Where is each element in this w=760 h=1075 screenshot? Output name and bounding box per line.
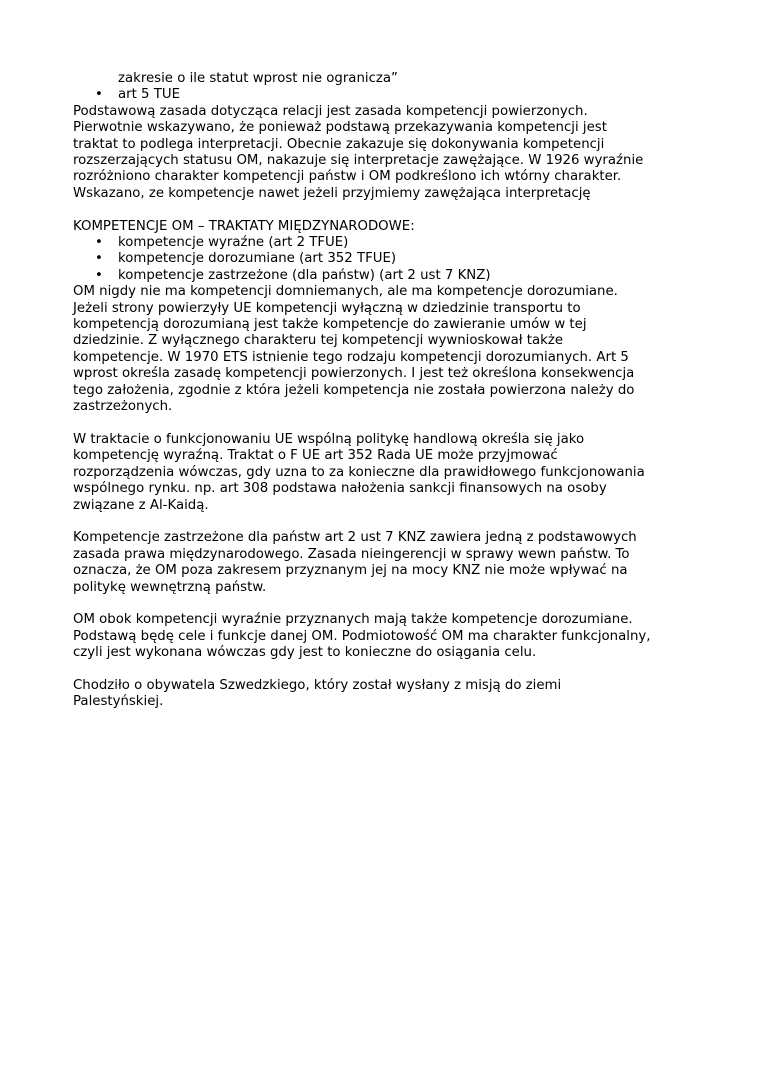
bullet-icon: • <box>95 267 103 283</box>
text-line: rozszerzających statusu OM, nakazuje się interpretacje zawężające. W 1926 wyraźnie <box>73 153 644 169</box>
text-line: Kompetencje zastrzeżone dla państw art 2 ust 7 KNZ zawiera jedną z podstawowych <box>73 530 637 546</box>
text-line: traktat to podlega interpretacji. Obecnie zakazuje się dokonywania kompetencji <box>73 136 605 152</box>
text-line: rozporządzenia wówczas, gdy uzna to za konieczne dla prawidłowego funkcjonowania <box>73 464 645 480</box>
text-line: wspólnego rynku. np. art 308 podstawa nałożenia sankcji finansowych na osoby <box>73 481 607 497</box>
bullet-icon: • <box>95 251 103 267</box>
blank-line <box>73 662 693 678</box>
bullet-text: kompetencje wyraźne (art 2 TFUE) <box>118 235 349 251</box>
text-line: politykę wewnętrzną państw. <box>73 579 267 595</box>
text-line: Chodziło o obywatela Szwedzkiego, który został wysłany z misją do ziemi <box>73 677 562 693</box>
text-line: zastrzeżonych. <box>73 399 173 415</box>
paragraph-1 <box>73 104 693 202</box>
text-line: kompetencje. W 1970 ETS istnienie tego rodzaju kompetencji dorozumianych. Art 5 <box>73 349 629 365</box>
bullet-text: kompetencje dorozumiane (art 352 TFUE) <box>118 251 397 267</box>
bullet-text: kompetencje zastrzeżone (dla państw) (art 2 ust 7 KNZ) <box>118 267 491 283</box>
text-line: W traktacie o funkcjonowaniu UE wspólną politykę handlową określa się jako <box>73 431 585 447</box>
bullet-item-competence <box>73 235 693 251</box>
text-line: kompetencją dorozumianą jest także kompetencje do zawieranie umów w tej <box>73 317 587 333</box>
text-line: OM nigdy nie ma kompetencji domniemanych, ale ma kompetencje dorozumiane. <box>73 284 618 300</box>
text-line: kompetencję wyraźną. Traktat o F UE art 352 Rada UE może przyjmować <box>73 448 558 464</box>
paragraph-2 <box>73 284 693 415</box>
blank-line <box>73 416 693 432</box>
paragraph-5 <box>73 612 693 661</box>
bullet-icon: • <box>95 87 103 103</box>
text-line: Wskazano, ze kompetencje nawet jeżeli przyjmiemy zawężająca interpretację <box>73 185 591 201</box>
text-line: Podstawą będę cele i funkcje danej OM. Podmiotowość OM ma charakter funkcjonalny, <box>73 628 651 644</box>
text-line: Pierwotnie wskazywano, że ponieważ podstawą przekazywania kompetencji jest <box>73 120 607 136</box>
text-line: Palestyńskiej. <box>73 694 164 710</box>
blank-line <box>73 202 693 218</box>
bullet-text: art 5 TUE <box>118 87 180 103</box>
paragraph-6 <box>73 678 693 711</box>
document-page <box>73 71 693 711</box>
text-line: OM obok kompetencji wyraźnie przyznanych mają także kompetencje dorozumiane. <box>73 612 633 628</box>
text-line: Podstawową zasada dotycząca relacji jest zasada kompetencji powierzonych. <box>73 103 588 119</box>
text-line: związane z Al-Kaidą. <box>73 497 209 513</box>
paragraph-4 <box>73 530 693 596</box>
bullet-icon: • <box>95 235 103 251</box>
bullet-item-art5 <box>73 87 693 103</box>
text-line: oznacza, że OM poza zakresem przyznanym jej na mocy KNZ nie może wpływać na <box>73 563 628 579</box>
bullet-item-competence <box>73 251 693 267</box>
text-line: rozróżniono charakter kompetencji państw i OM podkreślono ich wtórny charakter. <box>73 169 622 185</box>
continuation-line: zakresie o ile statut wprost nie ogranicza” <box>118 71 398 86</box>
text-line: czyli jest wykonana wówczas gdy jest to konieczne do osiągania celu. <box>73 645 537 661</box>
text-line: zasada prawa międzynarodowego. Zasada nieingerencji w sprawy wewn państw. To <box>73 546 630 562</box>
bullet-item-competence <box>73 268 693 284</box>
paragraph-3 <box>73 432 693 514</box>
text-line: tego założenia, zgodnie z która jeżeli kompetencja nie została powierzona należy do <box>73 382 635 398</box>
section-heading: KOMPETENCJE OM – TRAKTATY MIĘDZYNARODOWE: <box>73 218 415 234</box>
text-line: dziedzinie. Z wyłącznego charakteru tej kompetencji wywnioskował także <box>73 333 564 349</box>
blank-line <box>73 514 693 530</box>
blank-line <box>73 596 693 612</box>
text-line: Jeżeli strony powierzyły UE kompetencji wyłączną w dziedzinie transportu to <box>73 300 581 316</box>
text-line: wprost określa zasadę kompetencji powierzonych. I jest też określona konsekwencja <box>73 366 635 382</box>
